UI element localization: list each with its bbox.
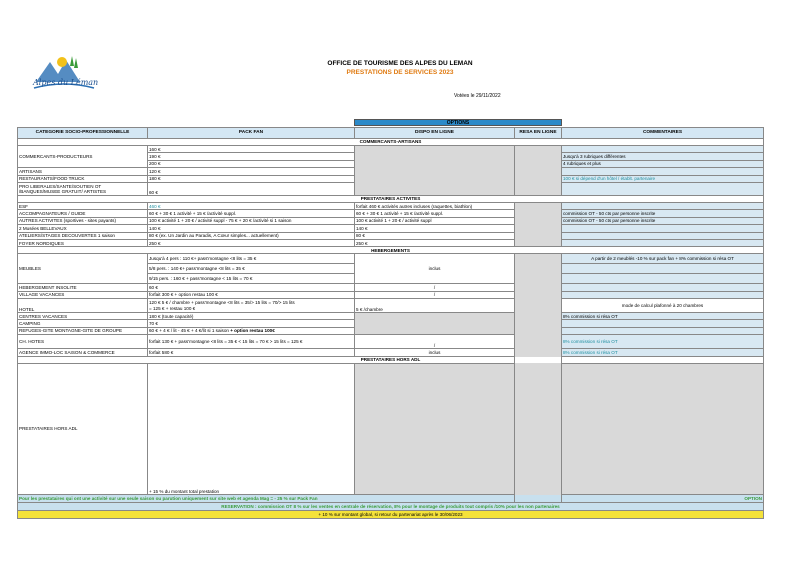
page-subtitle: PRESTATIONS DE SERVICES 2023 <box>346 69 454 76</box>
table-row: 5/8 pers. : 140 €+ pass'montagne <8 lits = 35 € <box>18 264 764 274</box>
table-row: RESTAURANTS/FOOD TRUCK 180 € 100 € si dépend d'un hôtel / établt. partenaire <box>18 175 764 182</box>
table-row: REFUGES-GITE MONTAGNE-GITE DE GROUPE 60 € + 4 € / lit - 45 € + 4 €/lit si 1 saison + option restau 100€ <box>18 327 764 334</box>
footer-row: + 10 % sur montant global, si retour du partenariat après le 30/06/2023 <box>18 510 764 518</box>
table-row: MEUBLES Jusqu'à 4 pers : 110 €+ pass'montagne <8 lits = 35 € inclus A partir de 2 meublés -10 % sur pack fan + 8% commission si résa OT <box>18 254 764 264</box>
header-row <box>18 128 764 139</box>
footer-row: RESERVATION : commission OT 8 % sur les ventes en centrale de réservation, 8% pour le montage de produits tout compris /10% pour les non partenaires <box>18 502 764 510</box>
services-table <box>17 127 764 519</box>
table-row: 2 Musées BELLEVAUX 140 € 140 € <box>18 225 764 232</box>
logo-text: Alpes du Léman <box>33 78 99 87</box>
section-row: PRESTATAIRES ACTIVITES <box>18 195 764 202</box>
table-row: ACCOMPAGNATEURS / GUIDE 60 € + 30 € 1 activité + 15 € /activité suppl. 60 € + 30 € 1 activité + 15 € /activité suppl. commission OT - 50 cts par personne inscrite <box>18 210 764 217</box>
table-row: PRESTATAIRES HORS ADL + 15 % du montant total prestation <box>18 363 764 494</box>
col-pack-fan: PACK FAN <box>148 128 355 139</box>
vote-date: Votées le 29/11/2022 <box>454 93 501 99</box>
options-header: OPTIONS <box>354 119 562 126</box>
table-row: 190 € Jusqu'à 3 rubriques différentes <box>18 153 764 160</box>
table-row: 9/15 pers. : 160 € + pass'montagne < 15 lits = 70 € <box>18 274 764 284</box>
table-row: CAMPING 70 € <box>18 320 764 327</box>
section-row: PRESTATAIRES HORS ADL <box>18 356 764 363</box>
col-resa: RESA EN LIGNE <box>515 128 562 139</box>
footer-row: Pour les prestataires qui ont une activité sur une seule saison ou parution uniquement sur site web et agenda Mag = - 25 % sur Pack Fan OPTION <box>19 495 762 501</box>
table-row: CH. HOTES forfait 130 € + pass'montagne <8 lits = 35 € < 15 lits = 70 € > 15 lits = 125 € / 8% commission si résa OT <box>18 335 764 349</box>
table-row: VILLAGE VACANCES forfait 300 € + option restau 100 € / <box>18 291 764 298</box>
table-row: AUTRES ACTIVITES (sportives - sites payants) 100 € activité 1 + 20 € / activité suppl - 75 € + 20 € /activité si 1 saison 100 € activité 1 + 20 € / activité suppl commission OT - 50 cts par personne inscrite <box>18 217 764 224</box>
table-row: ATELIERS/STAGES DECOUVERTES 1 saison 80 € (ex. Un Jardin au Paradis, A Cœur simples... actuellement) 80 € <box>18 232 764 239</box>
section-row: HEBERGEMENTS <box>18 247 764 254</box>
col-dispo: DISPO EN LIGNE <box>355 128 515 139</box>
table-row: COMMERCANTS-PRODUCTEURS 160 € <box>18 146 764 153</box>
table-row: HOTEL 120 € 5 € / chambre + pass'montagne <8 lits = 35/> 15 lits = 70/> 15 lits = 125 € + restau 100 € 5 € /chambre mode de calcul plafonné à 20 chambres <box>18 299 764 313</box>
table-row: AGENCE IMMO-LOC SAISON & COMMERCE forfait 580 € inclus 8% commission si résa OT <box>18 349 764 356</box>
table-row: 200 € 4 rubriques et plus <box>18 160 764 167</box>
col-category: CATEGORIE SOCIO-PROFESSIONNELLE <box>18 128 148 139</box>
table-row: FOYER NORDIQUES 250 € 250 € <box>18 239 764 246</box>
table-row: ARTISANS 120 € <box>18 168 764 175</box>
section-row: COMMERCANTS-ARTISANS <box>18 139 764 146</box>
table-row: PRO LIBERALES/SANTE/SOUTIEN OT /BANQUES/MUSEE GRATUIT/ ARTISTES 60 € <box>18 182 764 195</box>
table-row: HEBERGEMENT INSOLITE 60 € / <box>18 284 764 291</box>
table-row: CENTRES VACANCES 180 € (toute capacité) 8% commission si résa OT <box>18 313 764 320</box>
page-title: OFFICE DE TOURISME DES ALPES DU LEMAN <box>327 60 473 67</box>
table-row: ESF 460 € forfait 460 € activités autres incluses (raquettes, biathlon) <box>18 202 764 209</box>
col-comments: COMMENTAIRES <box>562 128 764 139</box>
